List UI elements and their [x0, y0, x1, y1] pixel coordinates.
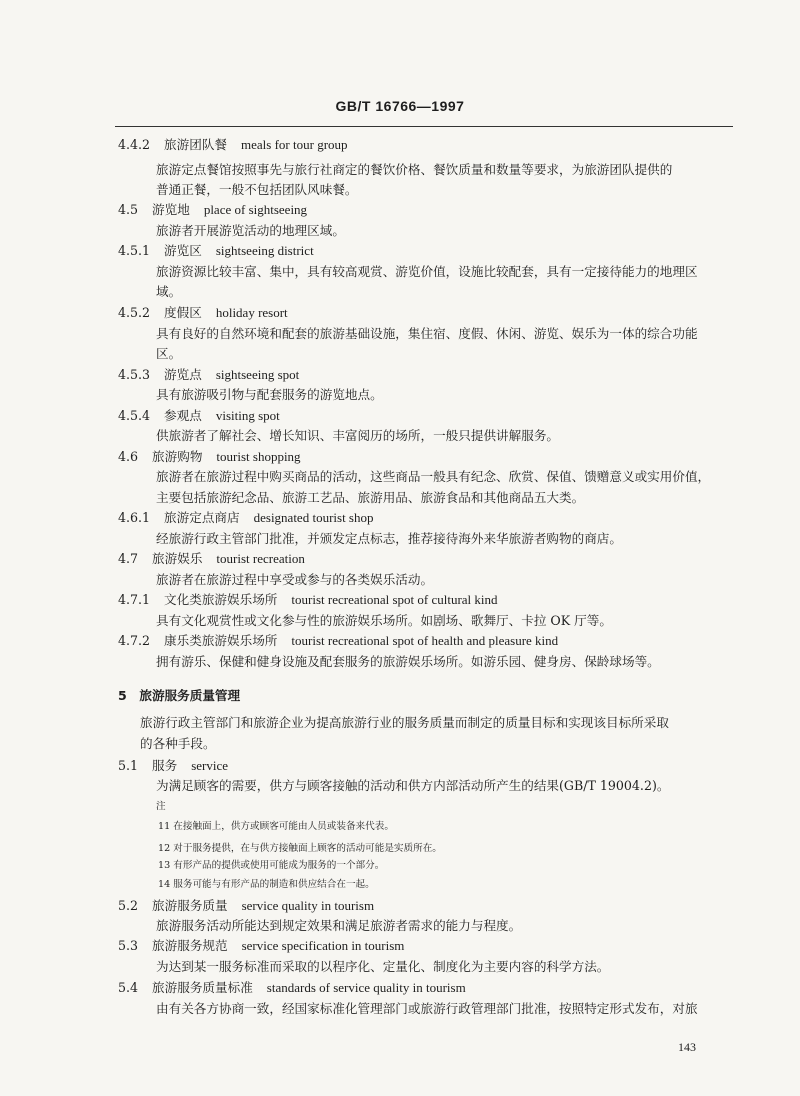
term-heading	[118, 510, 374, 526]
term-heading	[118, 758, 228, 774]
section-heading: 5 旅游服务质量管理	[118, 688, 241, 703]
term-chinese: 游览点	[164, 367, 202, 382]
paragraph-line: 旅游者在旅游过程中购买商品的活动，这些商品一般具有纪念、欣赏、保值、馈赠意义或实用价值，	[156, 469, 711, 484]
paragraph-line: 的各种手段。	[140, 736, 216, 751]
paragraph-line: 具有文化观赏性或文化参与性的旅游娱乐场所。如剧场、歌舞厅、卡拉 OK 厅等。	[156, 613, 612, 628]
term-chinese: 旅游娱乐	[152, 551, 203, 566]
term-heading	[118, 137, 348, 153]
term-heading	[118, 633, 558, 649]
term-heading	[118, 408, 280, 424]
term-english: service quality in tourism	[241, 898, 375, 913]
term-chinese: 游览区	[164, 243, 202, 258]
term-english: designated tourist shop	[253, 510, 374, 525]
term-chinese: 旅游服务质量标准	[152, 980, 253, 995]
paragraph-line: 区。	[156, 346, 182, 361]
term-number: 5.4	[118, 980, 139, 995]
term-heading	[118, 898, 374, 914]
paragraph-line: 由有关各方协商一致，经国家标准化管理部门或旅游行政管理部门批准，按照特定形式发布，对旅	[156, 1001, 698, 1016]
term-number: 4.6	[118, 449, 139, 464]
term-number: 4.7	[118, 551, 139, 566]
paragraph-line: 具有良好的自然环境和配套的旅游基础设施，集住宿、度假、休闲、游览、娱乐为一体的综合功能	[156, 326, 698, 341]
term-english: holiday resort	[215, 305, 288, 320]
term-english: service specification in tourism	[241, 938, 405, 953]
term-english: place of sightseeing	[203, 202, 308, 217]
term-heading	[118, 202, 307, 218]
paragraph-line: 旅游者开展游览活动的地理区域。	[156, 223, 345, 238]
term-chinese: 度假区	[164, 305, 202, 320]
term-english: visiting spot	[215, 408, 280, 423]
paragraph-line: 主要包括旅游纪念品、旅游工艺品、旅游用品、旅游食品和其他商品五大类。	[156, 490, 585, 505]
term-chinese: 文化类旅游娱乐场所	[164, 592, 278, 607]
term-heading	[118, 938, 404, 954]
paragraph-line: 经旅游行政主管部门批准，并颁发定点标志，推荐接待海外来华旅游者购物的商店。	[156, 531, 622, 546]
term-number: 4.7.1	[118, 592, 151, 607]
term-english: sightseeing spot	[215, 367, 300, 382]
term-chinese: 康乐类旅游娱乐场所	[164, 633, 278, 648]
term-chinese: 参观点	[164, 408, 202, 423]
term-heading	[118, 592, 498, 608]
paragraph-line: 域。	[156, 284, 182, 299]
term-chinese: 旅游定点商店	[164, 510, 240, 525]
term-number: 4.6.1	[118, 510, 151, 525]
paragraph-line: 旅游服务活动所能达到规定效果和满足旅游者需求的能力与程度。	[156, 918, 522, 933]
term-number: 4.5.4	[118, 408, 151, 423]
term-chinese: 旅游服务质量	[152, 898, 228, 913]
term-chinese: 旅游团队餐	[164, 137, 228, 152]
term-number: 4.7.2	[118, 633, 151, 648]
term-english: meals for tour group	[241, 137, 348, 152]
note-line: 12 对于服务提供，在与供方接触面上顾客的活动可能是实质所在。	[158, 843, 442, 854]
term-number: 5.3	[118, 938, 139, 953]
term-chinese: 旅游服务规范	[152, 938, 228, 953]
term-english: sightseeing district	[215, 243, 314, 258]
term-heading	[118, 551, 305, 567]
term-number: 4.5.1	[118, 243, 151, 258]
term-heading	[118, 449, 301, 465]
paragraph-line: 为达到某一服务标准而采取的以程序化、定量化、制度化为主要内容的科学方法。	[156, 959, 610, 974]
term-english: tourist recreational spot of cultural kind	[291, 592, 498, 607]
paragraph-line: 具有旅游吸引物与配套服务的游览地点。	[156, 387, 383, 402]
term-chinese: 旅游购物	[152, 449, 203, 464]
term-heading	[118, 243, 314, 259]
note-line: 14 服务可能与有形产品的制造和供应结合在一起。	[158, 879, 375, 890]
term-chinese: 游览地	[152, 202, 190, 217]
term-heading	[118, 305, 288, 321]
term-english: tourist shopping	[216, 449, 301, 464]
term-english: tourist recreation	[216, 551, 305, 566]
paragraph-line: 旅游者在旅游过程中享受或参与的各类娱乐活动。	[156, 572, 434, 587]
term-chinese: 服务	[152, 758, 178, 773]
paragraph-line: 旅游定点餐馆按照事先与旅行社商定的餐饮价格、餐饮质量和数量等要求，为旅游团队提供的	[156, 162, 673, 177]
term-number: 4.5.3	[118, 367, 151, 382]
term-english: standards of service quality in tourism	[266, 980, 466, 995]
term-english: tourist recreational spot of health and pleasure kind	[291, 633, 559, 648]
term-number: 4.5	[118, 202, 139, 217]
term-heading	[118, 980, 466, 996]
note-line: 11 在接触面上，供方或顾客可能由人员或装备来代表。	[158, 821, 394, 832]
term-heading	[118, 367, 299, 383]
term-english: service	[191, 758, 229, 773]
paragraph-line: 为满足顾客的需要，供方与顾客接触的活动和供方内部活动所产生的结果(GB/T 19004.2)。	[156, 778, 670, 793]
term-number: 5.1	[118, 758, 139, 773]
term-number: 4.4.2	[118, 137, 151, 152]
term-number: 5.2	[118, 898, 139, 913]
paragraph-line: 旅游资源比较丰富、集中，具有较高观赏、游览价值，设施比较配套，具有一定接待能力的地理区	[156, 264, 698, 279]
paragraph-line: 普通正餐，一般不包括团队风味餐。	[156, 182, 358, 197]
term-number: 4.5.2	[118, 305, 151, 320]
page-number: 143	[678, 1040, 696, 1054]
paragraph-line: 供旅游者了解社会、增长知识、丰富阅历的场所，一般只提供讲解服务。	[156, 428, 559, 443]
page-header-title: GB/T 16766—1997	[335, 98, 465, 114]
paragraph-line: 旅游行政主管部门和旅游企业为提高旅游行业的服务质量而制定的质量目标和实现该目标所采取	[140, 715, 669, 730]
paragraph-line: 拥有游乐、保健和健身设施及配套服务的旅游娱乐场所。如游乐园、健身房、保龄球场等。	[156, 654, 660, 669]
note-line: 注	[156, 801, 166, 812]
note-line: 13 有形产品的提供或使用可能成为服务的一个部分。	[158, 860, 385, 871]
